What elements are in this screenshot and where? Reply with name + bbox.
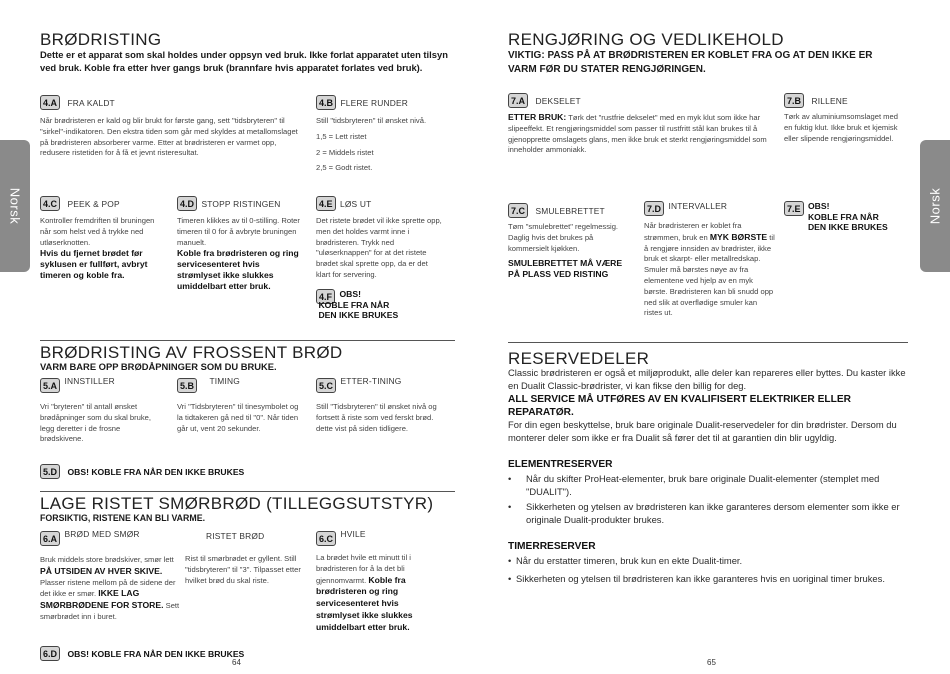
brodristing-intro: Dette er et apparat som skal holdes under oppsyn ved bruk. Ikke forlat apparatet uten tilsyn ved bruk. Koble fra etter hver gangs bruk (brannfare hvis apparatet forlates ved bruk).	[40, 49, 448, 73]
step-label-5c: ETTER-TINING	[340, 376, 402, 386]
step-text-5a: Vri "bryteren" til antall ønsket brødåpninger som du skal bruke, legg deretter i de frosne brødskivene.	[40, 402, 152, 444]
step-code-6a: 6.A	[40, 531, 60, 546]
step-text-7a	[508, 112, 773, 156]
step-bold-7a: ETTER BRUK:	[508, 112, 567, 122]
step-label-6a: BRØD MED SMØR	[64, 529, 140, 539]
step-label-4d: STOPP RISTINGEN	[201, 199, 281, 209]
step-text-6a-part3: Sett smørbrødet inn i buret.	[40, 601, 180, 621]
rengjoring-subtitle: VIKTIG: PASS PÅ AT BRØDRISTEREN ER KOBLET FRA OG AT DEN IKKE ER VARM FØR DU STATER RENGJØRINGEN.	[508, 50, 873, 75]
elementreserver-list	[508, 473, 910, 526]
language-tab-left-label: Norsk	[7, 187, 23, 225]
step-label-7c: SMULEBRETTET	[535, 206, 605, 216]
step-6a	[40, 529, 180, 623]
step-code-5a: 5.A	[40, 378, 60, 393]
step-text-5b: Vri "Tidsbryteren" til tinesymbolet og la tidtakeren gå ned til "0". Når tiden går ut, vent 20 sekunder.	[177, 402, 299, 433]
list-item-bullet-1	[508, 555, 910, 568]
step-4f	[316, 289, 456, 321]
section-title-frossent: BRØDRISTING AV FROSSENT BRØD	[40, 343, 343, 362]
step-code-6c: 6.C	[316, 531, 336, 546]
divider	[508, 342, 908, 343]
step-label-4b: FLERE RUNDER	[340, 98, 409, 108]
step-7b	[784, 91, 899, 144]
reservedeler-paragraph-1: Classic brødristeren er også et miljøprodukt, alle deler kan repareres eller byttes. Du kaster ikke en Dualit Classic-brødrister, vi kan fikse den billig for deg.	[508, 367, 906, 391]
page-number-left: 64	[232, 658, 241, 667]
list-item: Når du erstatter timeren, bruk kun en ekte Dualit-timer.	[516, 555, 743, 566]
step-label-4e: LØS UT	[339, 199, 372, 209]
step-text-4c: Kontroller fremdriften til bruningen når som helst ved å trykke ned utløserknotten.	[40, 216, 155, 247]
step-6d	[40, 644, 244, 662]
step-4c	[40, 194, 162, 281]
list-item: • Når du skifter ProHeat-elementer, bruk bare originale Dualit-elementer (stemplet med "DUALIT").	[508, 473, 910, 498]
section-title-rengjoring: RENGJØRING OG VEDLIKEHOLD	[508, 30, 784, 49]
step-text-4d: Timeren klikkes av til 0-stilling. Roter timeren til 0 for å avbryte bruningen manuelt.	[177, 216, 300, 247]
step-warning-4f-line2: KOBLE FRA NÅR	[318, 299, 390, 310]
list-item-bullet-2	[508, 573, 910, 586]
section-title-smorbrod: LAGE RISTET SMØRBRØD (TILLEGGSUTSTYR)	[40, 494, 434, 513]
step-7e	[784, 201, 904, 233]
step-text-7c: Tøm "smulebrettet" regelmessig. Daglig hvis det brukes på kommersielt kjøkken.	[508, 222, 619, 253]
step-level-1: 1,5 = Lett ristet	[316, 131, 367, 141]
step-5a	[40, 376, 165, 445]
step-text-6a-part1: Bruk middels store brødskiver, smør lett	[40, 555, 174, 564]
step-bold-4d: Koble fra brødristeren og ring servicesenteret hvis strømlyset ikke slukkes umiddelbart etter bruk.	[177, 248, 299, 292]
step-label-6b: RISTET BRØD	[206, 531, 265, 541]
step-7a	[508, 91, 773, 156]
step-text-5c: Still "Tidsbryteren" til ønsket nivå og fortsett å riste som ved ferskt brød. dette vist på siden tidligere.	[316, 402, 437, 433]
step-code-7d: 7.D	[644, 201, 664, 216]
step-5c	[316, 376, 441, 434]
list-item: Sikkerheten og ytelsen til brødristeren kan ikke garanteres hvis en uoriginal timer brukes.	[516, 572, 885, 584]
page-number-right: 65	[707, 658, 716, 667]
step-warning-5d: OBS! KOBLE FRA NÅR DEN IKKE BRUKES	[67, 467, 245, 477]
step-warning-7e-line3: DEN IKKE BRUKES	[807, 222, 888, 232]
step-label-5a: INNSTILLER	[64, 376, 115, 386]
step-warning-4f-line3: DEN IKKE BRUKES	[318, 310, 399, 320]
step-7d	[644, 201, 775, 319]
step-text-4a: Når brødristeren er kald og blir brukt for første gang, sett "tidsbryteren" til "sirkel"-indikatoren. Den ekstra tiden som går med skyldes at metallomslaget på brødristeren absorberer varme. Etter at brødristeren er varmet opp, redusere ristetiden for å få et jevnt risteresultat.	[40, 116, 298, 158]
frossent-subtitle: VARM BARE OPP BRØDÅPNINGER SOM DU BRUKE.	[40, 361, 277, 372]
step-label-6c: HVILE	[340, 529, 366, 539]
step-bold-7c: SMULEBRETTET MÅ VÆRE PÅ PLASS VED RISTING	[508, 258, 623, 280]
step-label-7a: DEKSELET	[535, 96, 581, 106]
timerreserver-title: TIMERRESERVER	[508, 541, 596, 552]
step-code-5b: 5.B	[177, 378, 197, 393]
step-code-7e: 7.E	[784, 201, 804, 216]
step-code-7a: 7.A	[508, 93, 528, 108]
step-label-4a: FRA KALDT	[67, 98, 115, 108]
step-text-7a-body: Tørk det "rustfrie dekselet" med en myk klut som ikke har slipeeffekt. Et rengjøringsmiddel som passer til rustfritt stål kan brukes til å gjenopprette omslagets glans, men ikke bruk et sterkt rengjøringsmiddel som inneholder ammoniakk.	[508, 113, 767, 155]
bullet-icon: •	[508, 555, 512, 566]
step-text-6a	[40, 555, 180, 623]
reservedeler-warning: ALL SERVICE MÅ UTFØRES AV EN KVALIFISERT ELEKTRIKER ELLER REPARATØR.	[508, 394, 851, 418]
step-text-7d-part1: Når brødristeren er koblet fra strømmen, bruk en	[644, 221, 742, 242]
step-4b	[316, 93, 456, 174]
step-bold-4c: Hvis du fjernet brødet før syklusen er fullført, avbryt timeren og koble fra.	[40, 248, 148, 281]
section-title-brodristing: BRØDRISTING	[40, 30, 162, 49]
step-code-7b: 7.B	[784, 93, 804, 108]
section-title-reservedeler: RESERVEDELER	[508, 349, 650, 368]
step-5d	[40, 462, 244, 480]
step-bold-6c: Koble fra brødristeren og ring servicesenteret hvis strømlyset ikke slukkes umiddelbart etter bruk.	[316, 574, 413, 632]
step-text-6c	[316, 553, 436, 634]
divider	[40, 340, 455, 341]
step-7c	[508, 201, 628, 280]
step-code-4a: 4.A	[40, 95, 60, 110]
step-text-4e: Det ristete brødet vil ikke sprette opp, men det holdes varmt inne i brødristeren. Trykk ned "uløserknappen" for at det ristete brødet skal sprette opp, da er det klart for servering.	[316, 216, 442, 279]
timerreserver-list	[508, 555, 910, 585]
step-code-4d: 4.D	[177, 196, 197, 211]
step-code-6d: 6.D	[40, 646, 60, 661]
step-4a	[40, 93, 300, 159]
step-code-5c: 5.C	[316, 378, 336, 393]
elementreserver-title: ELEMENTRESERVER	[508, 459, 613, 470]
step-label-5b: TIMING	[209, 376, 240, 386]
step-warning-7e-line2: KOBLE FRA NÅR	[807, 211, 879, 222]
step-text-6b: Rist til smørbrødet er gyllent. Still "tidsbryteren" til "3". Tilpasset etter hvilket brød du skal riste.	[185, 554, 301, 585]
step-text-6a-part2: Plasser ristene mellom på de sidene der det ikke er smør.	[40, 577, 176, 599]
divider	[40, 491, 455, 492]
step-code-4c: 4.C	[40, 196, 60, 211]
step-text-7d-part2: til å rengjøre innsiden av brødrister, ikke bruk et skarpt- eller metallredskap. Smuler må børstes nøye av fra elementene ved hjelp av en myk børste. Brødristeren kan bli snudd opp ned slik at overflødige smuler kan ristes ut.	[644, 232, 775, 318]
step-label-7b: RILLENE	[811, 96, 848, 106]
bullet-icon: •	[508, 572, 512, 584]
step-warning-6d: OBS! KOBLE FRA NÅR DEN IKKE BRUKES	[67, 649, 245, 659]
step-text-4b: Still "tidsbryteren" til ønsket nivå.	[316, 116, 427, 125]
step-warning-7e	[808, 201, 888, 233]
step-code-7c: 7.C	[508, 203, 528, 218]
step-4e	[316, 194, 444, 281]
step-label-4c: PEEK & POP	[67, 199, 120, 209]
language-tab-right-label: Norsk	[927, 187, 943, 225]
step-text-7b: Tørk av aluminiumsomslaget med en fuktig klut. Ikke bruk et kjemisk eller slipende rengjøringsmiddel.	[784, 112, 898, 143]
step-4d	[177, 194, 305, 292]
step-text-6c-part1: La brødet hvile ett minutt til i brødristeren for å la det bli gjennomvarmt.	[316, 553, 411, 585]
step-bold-7d: MYK BØRSTE	[709, 231, 768, 242]
step-6c	[316, 529, 436, 634]
step-6b	[185, 529, 303, 586]
list-item: • Sikkerheten og ytelsen av brødristeren kan ikke garanteres dersom elementer som ikke er originale Dualit-produkter brukes.	[508, 501, 910, 526]
language-tab-left	[0, 140, 30, 272]
step-warning-7e-line1: OBS!	[807, 201, 830, 211]
smorbrod-subtitle: FORSIKTIG, RISTENE KAN BLI VARME.	[40, 513, 206, 523]
step-code-5d: 5.D	[40, 464, 60, 479]
reservedeler-paragraph-2: For din egen beskyttelse, bruk bare originale Dualit-reservedeler for din brødrister. Dersom du monterer deler som ikke er fra Dualit så fører det til at garantien din blir ugyldig.	[508, 419, 897, 443]
step-code-4e: 4.E	[316, 196, 336, 211]
step-5b	[177, 376, 302, 434]
language-tab-right	[920, 140, 950, 272]
step-bold-6a-part2: IKKE LAG SMØRBRØDENE FOR STORE.	[40, 588, 164, 611]
step-level-3: 2,5 = Godt ristet.	[316, 163, 373, 173]
step-bold-6a-part1: PÅ UTSIDEN AV HVER SKIVE.	[40, 565, 163, 576]
reservedeler-body	[508, 367, 910, 585]
step-code-4f: 4.F	[316, 289, 335, 304]
step-label-7d: INTERVALLER	[668, 201, 728, 211]
step-warning-4f-line1: OBS!	[339, 289, 361, 299]
step-text-7d	[644, 221, 775, 319]
step-code-4b: 4.B	[316, 95, 336, 110]
step-level-2: 2 = Middels ristet	[316, 147, 374, 157]
